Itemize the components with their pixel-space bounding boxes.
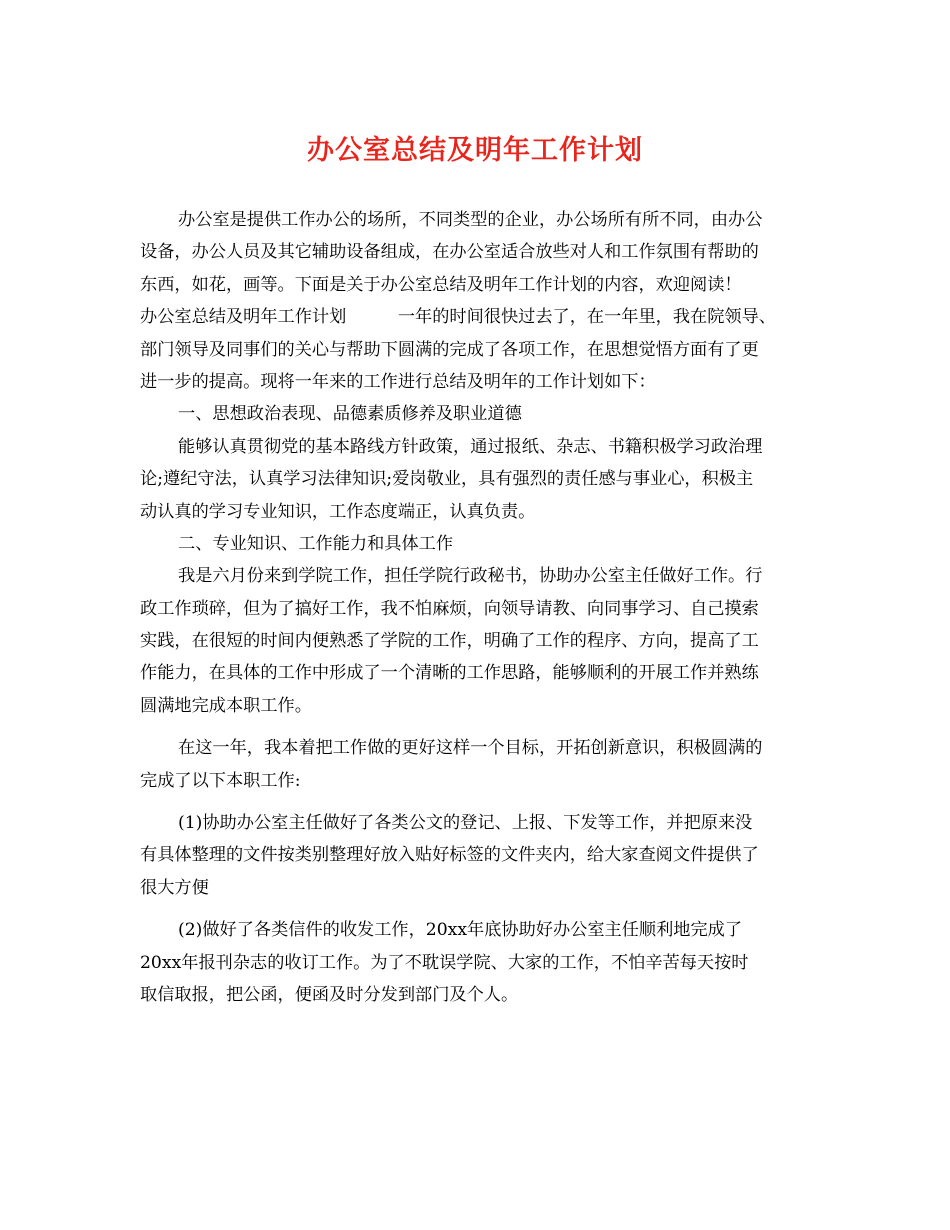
body-line: (2)做好了各类信件的收发工作，20xx年底协助好办公室主任顺利地完成了: [178, 920, 743, 941]
body-line: 圆满地完成本职工作。: [140, 695, 312, 716]
body-line: 一、思想政治表现、品德素质修养及职业道德: [178, 404, 522, 425]
body-line: 能够认真贯彻党的基本路线方针政策，通过报纸、杂志、书籍积极学习政治理: [178, 436, 763, 457]
document-body: [140, 204, 815, 1011]
body-line: 实践，在很短的时间内便熟悉了学院的工作，明确了工作的程序、方向，提高了工: [140, 631, 759, 652]
body-line: 进一步的提高。现将一年来的工作进行总结及明年的工作计划如下：: [140, 371, 656, 392]
document-title: 办公室总结及明年工作计划: [307, 135, 643, 166]
body-line: (1)协助办公室主任做好了各类公文的登记、上报、下发等工作，并把原来没: [178, 813, 753, 834]
body-line: 动认真的学习专业知识，工作态度端正，认真负责。: [140, 501, 536, 522]
body-line: 二、专业知识、工作能力和具体工作: [178, 533, 454, 554]
body-line: 很大方便: [140, 877, 209, 898]
body-line: 有具体整理的文件按类别整理好放入贴好标签的文件夹内，给大家查阅文件提供了: [140, 845, 759, 866]
body-line: 东西，如花，画等。下面是关于办公室总结及明年工作计划的内容，欢迎阅读！: [140, 274, 742, 295]
body-line: 我是六月份来到学院工作，担任学院行政秘书，协助办公室主任做好工作。行: [178, 566, 763, 587]
body-line: 作能力，在具体的工作中形成了一个清晰的工作思路，能够顺利的开展工作并熟练: [140, 663, 759, 684]
body-line: 部门领导及同事们的关心与帮助下圆满的完成了各项工作，在思想觉悟方面有了更: [140, 339, 759, 360]
body-line: 办公室总结及明年工作计划 一年的时间很快过去了，在一年里，我在院领导、: [140, 307, 776, 328]
body-line: 20xx年报刊杂志的收订工作。为了不耽误学院、大家的工作，不怕辛苦每天按时: [140, 952, 749, 973]
body-line: 完成了以下本职工作:: [140, 770, 301, 791]
paragraph-gap: [140, 904, 815, 914]
body-line: 论;遵纪守法，认真学习法律知识;爱岗敬业，具有强烈的责任感与事业心，积极主: [140, 469, 754, 490]
body-line: 取信取报，把公函，便函及时分发到部门及个人。: [140, 984, 519, 1005]
body-line: 政工作琐碎，但为了搞好工作，我不怕麻烦，向领导请教、向同事学习、自己摸索: [140, 598, 759, 619]
body-line: 办公室是提供工作办公的场所，不同类型的企业，办公场所有所不同，由办公: [178, 210, 763, 230]
body-line: 设备，办公人员及其它辅助设备组成，在办公室适合放些对人和工作氛围有帮助的: [140, 242, 759, 263]
body-line: 在这一年，我本着把工作做的更好这样一个目标，开拓创新意识，积极圆满的: [178, 738, 763, 759]
paragraph-gap: [140, 797, 815, 807]
paragraph-gap: [140, 722, 815, 732]
